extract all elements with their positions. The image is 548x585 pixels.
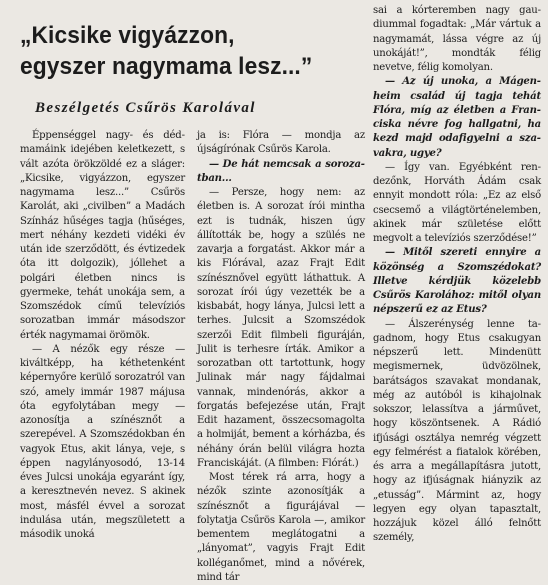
paragraph: sai a kórteremben nagy gaudiummal fogadtak: „Már vártuk a nagymamát, lássa végre az új unokáját!”, mondták félig nevetve, félig komolyan.: [373, 5, 541, 73]
article-headline: [20, 20, 373, 82]
text-column-1: [20, 129, 185, 542]
article-subheadline: Beszélgetés Csűrös Karolával: [35, 100, 256, 116]
paragraph: — A nézők egy része — kiváltképp, ha kéthetenként képernyőre kerülő sorozatról van szó, amely immár 1987 májusa óta egyfolytában megy — azonosítja a színésznőt a szerepével. A Szomszédokban én vagyok Etus, akit lánya, veje, s éppen nagylányosodó, 13-14 éves Julcsi unokája egyaránt így, a keresztnevén nevez. S akinek most, másfél évvel a sorozat indulása után, megszületett a második unoká: [20, 343, 185, 540]
interview-question: — De hát nemcsak a sorozatban...: [197, 158, 365, 184]
paragraph: Most térek rá arra, hogy a nézők szinte azonosítják a színésznőt a figurájával — folytatja Csűrös Karola —, amikor bementem meglátogatni a „lányomat”, vagyis Frajt Edit kolléganőmet, mind a nővérek, mind tár: [197, 472, 365, 583]
paragraph: — Persze, hogy nem: az életben is. A sorozat írói mintha ezt is tudnák, hiszen úgy állították be, hogy a szülés ne zavarja a forgatást. Akkor már a kis Flórával, azaz Frajt Edit színésznővel együtt láthattuk. A sorozat írói úgy vezették be a kisbabát, hogy lánya, Julcsi lett a terhes. Julcsit a Szomszédok szerzői Edit filmbeli figuráján, Julit is terhesre írták. Amikor a sorozatban ott tartottunk, hogy Julinak már nagy fájdalmai vannak, mindenórás, akkor a forgatás befejezése után, Frajt Edit hazament, összecsomagolta a holmiját, bement a kórházba, és néhány órán belül világra hozta Franciskáját. (A filmben: Flórát.): [197, 187, 365, 469]
paragraph: Éppenséggel nagy- és dédmamáink idejében keletkezett, s vált azóta örökzöldé ez a sláger: „Kicsike, vigyázzon, egyszer nagymama lesz...” Csűrös Karolát, aki „civilben” a Madách Színház hűséges tagja (hűséges, mert néhány kezdeti vidéki év után ide szerződött, és évtizedek óta itt dolgozik), jóllehet a polgári életben nincs is gyermeke, tehát unokája sem, a Szomszédok című televíziós sorozatban immár másodszor érték nagymamai örömök.: [20, 130, 185, 341]
headline-line-1: „Kicsike vigyázzon,: [20, 22, 235, 49]
headline-line-2: egyszer nagymama lesz...”: [20, 53, 313, 80]
interview-question: — Mitől szereti ennyire a közönség a Szomszédokat? Illetve kérdjük közelebb Csűrös Karolához: mitől olyan népszerű ez az Etus?: [373, 247, 541, 316]
interview-question: — Az új unoka, a Mágenheim család új tagja tehát Flóra, míg az életben a Franciska névre fog hallgatni, ha kezd majd odafigyelni a szavakra, ugye?: [373, 76, 541, 159]
paragraph: — Így van. Egyébként rendezőnk, Horváth Ádám csak ennyit mondott róla: „Ez az első csecsemő a világtörténelemben, akinek már születése előtt megvolt a televíziós szerződése!”: [373, 161, 541, 244]
text-column-2: [197, 129, 365, 585]
paragraph: ja is: Flóra — mondja az újságírónak Csűrös Karola.: [197, 130, 365, 156]
paragraph: — Álszerénység lenne tagadnom, hogy Etus csakugyan népszerű lett. Mindenütt megismernek, üdvözölnek, barátságos szavakat mondanak, még az autóból is kihajolnak sokszor, lelassítva a járművet, hogy köszöntsenek. A Rádió ifjúsági osztálya nemrég végzett egy felmérést a fiatalok körében, és arra a megállapításra jutott, hogy az ifjúságnak hiányzik az „etusság”. Mármint az, hogy legyen egy olyan tapasztalt, hozzájuk közel álló felnőtt személy,: [373, 318, 541, 544]
text-column-3: [373, 4, 541, 546]
